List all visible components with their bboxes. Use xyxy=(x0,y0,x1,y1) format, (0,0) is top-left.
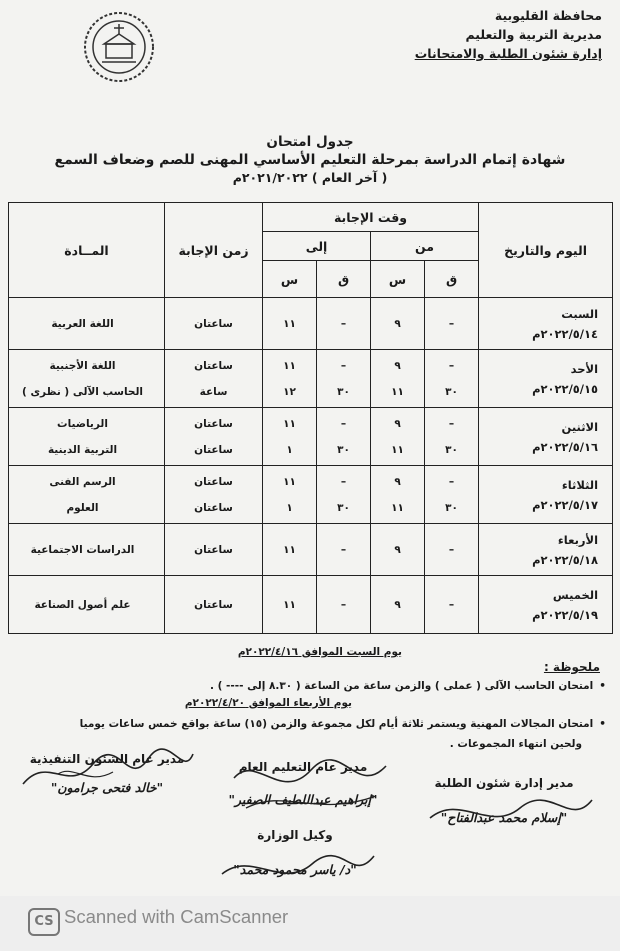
to-minutes-cell xyxy=(317,350,371,408)
to-minutes-value: – xyxy=(340,359,347,372)
duration-cell xyxy=(165,524,263,576)
general-education-title: مدير عام التعليم العام xyxy=(238,760,368,774)
from-minutes-cell xyxy=(425,466,479,524)
exec-affairs-title: مدير عام الشئون التنفيذية xyxy=(29,752,185,766)
from-minutes-cell xyxy=(425,576,479,634)
note-computer-practical: • امتحان الحاسب الآلى ( عملى ) والزمن ساعة من الساعة ( ٨.٣٠ إلى ---- ) . xyxy=(210,680,606,692)
header-to-minutes: ق xyxy=(317,261,371,298)
to-minutes-cell xyxy=(317,298,371,350)
from-minutes-cell xyxy=(425,298,479,350)
general-education-name: "إبراهيم عبداللطيف الصفير" xyxy=(228,792,378,807)
to-hours-value: ١١ xyxy=(283,543,296,556)
subject-value: الرياضيات xyxy=(57,417,108,430)
day-date-cell xyxy=(479,408,613,466)
from-minutes-cell xyxy=(425,524,479,576)
duration-cell xyxy=(165,466,263,524)
edu-handwritten-signature-icon xyxy=(226,748,396,818)
exam-date: ٢٠٢٢/٥/١٩م xyxy=(532,607,599,622)
from-minutes-value: – xyxy=(448,417,455,430)
day-date-cell xyxy=(479,298,613,350)
duration-value: ساعتان xyxy=(194,475,233,488)
to-hours-cell xyxy=(263,350,317,408)
duration-value: ساعتان xyxy=(194,443,233,456)
table-row xyxy=(9,524,613,576)
header-subject: المــادة xyxy=(9,203,165,298)
exam-date: ٢٠٢٢/٥/١٤م xyxy=(532,326,599,341)
subject-value: الرسم الفنى xyxy=(49,475,116,488)
subject-value: اللغة العربية xyxy=(51,317,114,330)
from-hours-value: ٩ xyxy=(394,317,401,330)
from-hours-cell xyxy=(371,576,425,634)
to-hours-cell xyxy=(263,408,317,466)
students-handwritten-signature-icon xyxy=(420,788,600,838)
day-name: الأحد xyxy=(570,361,599,376)
duration-value: ساعة xyxy=(199,385,228,398)
notes-heading: ملحوظة : xyxy=(543,660,600,674)
subject-cell xyxy=(9,576,165,634)
duration-value: ساعتان xyxy=(194,317,233,330)
to-minutes-value: – xyxy=(340,543,347,556)
duration-value: ساعتان xyxy=(194,543,233,556)
subject-value: اللغة الأجنبية xyxy=(49,359,116,372)
from-minutes-value: ٣٠ xyxy=(445,501,458,514)
from-hours-cell xyxy=(371,524,425,576)
from-minutes-value: – xyxy=(448,317,455,330)
header-to-hours: س xyxy=(263,261,317,298)
ministry-seal-icon xyxy=(82,10,156,84)
table-row xyxy=(9,350,613,408)
student-affairs-title: مدير إدارة شئون الطلبة xyxy=(434,776,574,790)
subject-value: الحاسب الآلى ( نظرى ) xyxy=(21,385,144,398)
vocational-exam-date: يوم الأربعاء الموافق ٢٠٢٢/٤/٢٠م xyxy=(184,697,352,709)
to-minutes-value: – xyxy=(340,417,347,430)
day-name: السبت xyxy=(561,306,599,321)
header-day-date: اليوم والتاريخ xyxy=(479,203,613,298)
from-hours-value: ١١ xyxy=(391,443,404,456)
to-hours-value: ١١ xyxy=(283,417,296,430)
subject-cell xyxy=(9,350,165,408)
header-duration: زمن الإجابة xyxy=(165,203,263,298)
title-line-3: ( آخر العام ) ٢٠٢١/٢٠٢٢م xyxy=(232,170,388,185)
to-hours-value: ١ xyxy=(286,501,293,514)
to-minutes-cell xyxy=(317,524,371,576)
exec-handwritten-signature-icon xyxy=(18,744,198,804)
from-minutes-value: – xyxy=(448,475,455,488)
exam-table-body xyxy=(9,298,613,634)
title-line-2: شهادة إتمام الدراسة بمرحلة التعليم الأساسي المهنى للصم وضعاف السمع xyxy=(54,152,566,168)
subject-cell xyxy=(9,466,165,524)
undersecretary-name: "د/ ياسر محمود محمد" xyxy=(233,862,357,877)
duration-value: ساعتان xyxy=(194,359,233,372)
day-name: الأربعاء xyxy=(557,532,599,547)
from-minutes-cell xyxy=(425,408,479,466)
to-minutes-cell xyxy=(317,466,371,524)
to-hours-value: ١١ xyxy=(283,475,296,488)
to-hours-value: ١١ xyxy=(283,317,296,330)
from-hours-value: ٩ xyxy=(394,598,401,611)
note-vocational-fields: • امتحان المجالات المهنية ويستمر ثلاثة أيام لكل مجموعة والزمن (١٥) ساعة بواقع خمس ساعات يوميا xyxy=(80,718,606,730)
note-vocational-fields-cont: ولحين انتهاء المجموعات . xyxy=(449,738,582,750)
to-minutes-cell xyxy=(317,576,371,634)
computer-exam-date: يوم السبت الموافق ٢٠٢٢/٤/١٦م xyxy=(237,646,402,658)
to-minutes-value: – xyxy=(340,317,347,330)
from-hours-cell xyxy=(371,298,425,350)
from-minutes-value: – xyxy=(448,543,455,556)
department-name: إدارة شئون الطلبة والامتحانات xyxy=(414,46,602,61)
undersecretary-title: وكيل الوزارة xyxy=(257,828,333,842)
to-minutes-cell xyxy=(317,408,371,466)
from-hours-cell xyxy=(371,466,425,524)
to-hours-value: ١١ xyxy=(283,359,296,372)
duration-value: ساعتان xyxy=(194,501,233,514)
organization-header xyxy=(415,6,602,63)
exam-date: ٢٠٢٢/٥/١٨م xyxy=(532,552,599,567)
directorate-name: مديرية التربية والتعليم xyxy=(465,27,602,42)
to-hours-value: ١ xyxy=(286,443,293,456)
from-minutes-cell xyxy=(425,350,479,408)
table-row xyxy=(9,576,613,634)
from-hours-value: ١١ xyxy=(391,501,404,514)
subject-value: العلوم xyxy=(66,501,99,514)
from-hours-value: ١١ xyxy=(391,385,404,398)
subject-value: الدراسات الاجتماعية xyxy=(30,543,135,556)
subject-cell xyxy=(9,298,165,350)
exam-date: ٢٠٢٢/٥/١٥م xyxy=(532,381,599,396)
scanner-footer-text: Scanned with CamScanner xyxy=(64,906,289,927)
duration-cell xyxy=(165,576,263,634)
day-name: الاثنين xyxy=(561,419,599,434)
governorate-name: محافظة القليوبية xyxy=(494,8,602,23)
header-to: إلى xyxy=(263,232,371,261)
from-hours-value: ٩ xyxy=(394,417,401,430)
to-minutes-value: ٣٠ xyxy=(337,443,350,456)
to-minutes-value: – xyxy=(340,475,347,488)
duration-value: ساعتان xyxy=(194,598,233,611)
from-hours-value: ٩ xyxy=(394,475,401,488)
from-hours-value: ٩ xyxy=(394,359,401,372)
to-hours-value: ١١ xyxy=(283,598,296,611)
day-date-cell xyxy=(479,576,613,634)
to-minutes-value: ٣٠ xyxy=(337,385,350,398)
from-minutes-value: – xyxy=(448,359,455,372)
student-affairs-name: "إسلام محمد عبدالفتاح" xyxy=(440,810,568,825)
from-hours-value: ٩ xyxy=(394,543,401,556)
to-minutes-value: – xyxy=(340,598,347,611)
to-hours-cell xyxy=(263,524,317,576)
deputy-handwritten-signature-icon xyxy=(212,846,382,892)
to-hours-cell xyxy=(263,298,317,350)
from-minutes-value: ٣٠ xyxy=(445,443,458,456)
camscanner-logo-icon: CS xyxy=(28,908,60,936)
duration-value: ساعتان xyxy=(194,417,233,430)
to-minutes-value: ٣٠ xyxy=(337,501,350,514)
day-date-cell xyxy=(479,350,613,408)
to-hours-cell xyxy=(263,466,317,524)
from-hours-cell xyxy=(371,408,425,466)
subject-value: التربية الدينية xyxy=(47,443,118,456)
duration-cell xyxy=(165,408,263,466)
table-row xyxy=(9,408,613,466)
subject-value: علم أصول الصناعة xyxy=(34,598,131,611)
from-minutes-value: ٣٠ xyxy=(445,385,458,398)
day-date-cell xyxy=(479,524,613,576)
exam-date: ٢٠٢٢/٥/١٦م xyxy=(532,439,599,454)
subject-cell xyxy=(9,408,165,466)
from-hours-cell xyxy=(371,350,425,408)
subject-cell xyxy=(9,524,165,576)
exec-affairs-name: "خالد فتحى جرامون" xyxy=(50,780,164,795)
header-from: من xyxy=(371,232,479,261)
header-from-minutes: ق xyxy=(425,261,479,298)
table-row xyxy=(9,298,613,350)
title-line-1: جدول امتحان xyxy=(266,134,354,150)
scanner-footer xyxy=(0,896,620,951)
exam-date: ٢٠٢٢/٥/١٧م xyxy=(532,497,599,512)
header-answer-time: وقت الإجابة xyxy=(263,203,479,232)
table-row xyxy=(9,466,613,524)
from-minutes-value: – xyxy=(448,598,455,611)
day-name: الخميس xyxy=(552,587,599,602)
day-name: الثلاثاء xyxy=(561,477,599,492)
to-hours-value: ١٢ xyxy=(283,385,296,398)
day-date-cell xyxy=(479,466,613,524)
header-from-hours: س xyxy=(371,261,425,298)
exam-table xyxy=(8,202,613,634)
duration-cell xyxy=(165,350,263,408)
duration-cell xyxy=(165,298,263,350)
to-hours-cell xyxy=(263,576,317,634)
document-title xyxy=(20,134,600,186)
